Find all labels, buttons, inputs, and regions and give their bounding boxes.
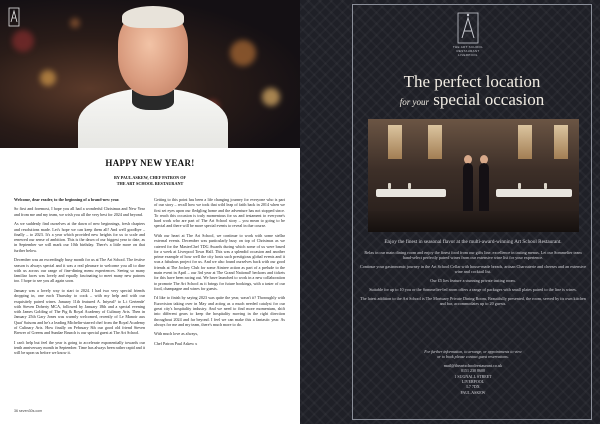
bokeh-light: [230, 40, 256, 66]
wine-glass: [388, 183, 391, 189]
article-paragraph: Chef Patron Paul Askew x: [154, 340, 198, 346]
room-window: [554, 125, 568, 159]
article-paragraph: As we suddenly find ourselves at the dawn of new beginnings, fresh chapters and resolutions made. Let's hope we can keep them all! And well goodbye – finally – to 2023. It's a year which provided new heights for us to scale and renewed our sense of ambition. This is the dawn of our biggest year to date, as in September we will mark our 10th birthday. There's a little more on that further below.: [14, 221, 145, 253]
staff-member: [463, 163, 473, 215]
art-school-logo-text: [438, 46, 498, 57]
advert-lead: Enjoy the finest in seasonal flavor at the multi-award-winning Art School Restaurant.: [384, 239, 562, 245]
advert-paragraph: Relax in our main dining room and enjoy the finest food from our gifts line, excellence in tasting menus. Let our Sommelier team hand-select perfectly paired wines from our extensive wine list for your experience.: [364, 249, 582, 260]
advert-paragraph: The latest addition to the Art School is The Mortuary Private Dining Room, Beautifully presented, the room, served by its own kitchen and bar, accommodates up to 20 guests.: [360, 295, 586, 306]
bokeh-light: [70, 18, 80, 28]
advert-paragraph: Our £5 lies feature a stunning private tasting room.: [430, 278, 516, 283]
booking-note-2: or to book please contact guest reservations.: [437, 354, 509, 360]
title-special-occasion: special occasion: [433, 90, 545, 109]
article-paragraph: So first and foremost, I hope you all had a wonderful Christmas and New Year and from me and my team, we wish you all the very best for 2024 and beyond.: [14, 206, 145, 217]
logo-line-3: LIVERPOOL: [458, 52, 478, 57]
room-window: [428, 125, 442, 159]
contact-phone: 0151 230 8600: [461, 368, 485, 374]
article-paragraph: With our heart at The Art School, we continue to work with some stellar external events. December was particularly busy on top of Christmas as we catered for the MasterChef TDG Awards during which some of us were based for a week at Liverpool Town Hall. This was a splendid occasion and another prime example of how well the city hosts such prestigious global events and it was a fabulous project for us. And we also found ourselves back with our good friends at The Jockey Club for some Aintree action as part of a prelude to the main event in April – our 3rd year at The Grand National! beckons and tickets for this have been racing out. We have launched to work in a new collaboration to promote The Art School as it brings for future bookings, with a taster of our food, champagne and wines for guests.: [154, 232, 285, 291]
chef-portrait-photo: [0, 0, 300, 148]
page-folio: 36 seven30s.com: [14, 409, 43, 413]
room-floor: [368, 211, 579, 232]
advert-title-line-2: [352, 91, 592, 111]
contact-email-link[interactable]: mail@theartschoolrestaurant.co.uk: [443, 362, 503, 368]
wine-glass: [518, 183, 521, 189]
staff-member: [479, 163, 489, 215]
advert-contact: [360, 349, 586, 395]
room-window: [388, 125, 402, 159]
dining-table: [496, 189, 572, 197]
dining-room-photo: [368, 119, 579, 232]
bokeh-light: [40, 70, 56, 86]
byline-line-2: THE ART SCHOOL RESTAURANT: [116, 181, 184, 186]
address-line-1: 1 SUGNALL STREET: [454, 373, 492, 379]
advert-title-line-1: The perfect location: [403, 72, 541, 91]
logo-line-2: RESTAURANT: [456, 48, 480, 53]
article-byline: [0, 175, 300, 187]
article-paragraph: I'd like to finish by saying 2023 was quite the year, wasn't it? Thoroughly with Eurovision taking over in May and acting as a much needed catalyst for our great city's hospitality industry. And we need to find more momentum, shift into different gears to keep the hospitality moving in the right direction throughout 2024 and far beyond. I feel we can make this a fantastic year. As always for me and my team, there's much more to do.: [154, 295, 285, 327]
advert-paragraph: Continue your gastronomic journey in the Art School Cellar with house-made breads, artisan Charcuterie and cheeses and an extensive wine and cocktail list.: [360, 263, 586, 275]
article-headline: HAPPY NEW YEAR!: [105, 158, 195, 168]
title-for-your: for your: [399, 97, 430, 107]
article-paragraph: I can't help but feel the year is going to accelerate exponentially towards our tenth anniversary month in September. Time has always been rather rapid and it will be upon us before we know it.: [14, 339, 145, 356]
advert-description: [360, 239, 586, 310]
article-paragraph: January was a lovely way to start to 2024. I had two very special friends dropping in, one each Thursday to cook – with my help and with our exquisitely paired wines. January 11th featured A. Intyeal? to L.t Gertende' with Steven Doherty MCA, followed by January 18th and a special evening with James Golding of The Pig & Royal Academy of Culinary Arts. Then in January 25th Gary Jones was warmly welcomed, recently of Le Manoir aux Quat' Saisons and he's a leading Michelin-starred chef from the Royal Academy of Culinary Arts. How finally on February 8th our good old friend Steven Brewer of Greens and Sundae Brunch is our special guest at The Art School.: [14, 287, 145, 336]
wine-glass: [544, 183, 547, 189]
article-paragraph: December was an exceedingly busy month for us at The Art School. The festive season is always special and it was a real pleasure to welcome you all to dine with us across our range of fine-dining menu experiences. Seeing so many familiar faces was lovely and equally fascinating to meet many new patrons too. I hope to see you all again soon.: [14, 257, 145, 284]
article-paragraph: Getting to this point has been a life changing journey for everyone who is part of our story – recall how we took that wild leap of faith back in 2014 when we first set eyes upon our fledgling home and the adventure has not stopped since. To reach this occasion is truly momentous for us and testament to everyone's hard work who are part of The Art School story – you mean to going to be special and there will be more special events to reveal in due course.: [154, 197, 285, 229]
address-line-3: L7 7DX: [466, 384, 480, 390]
advert-paragraph: Suitable for up to 10 you or the Sommelier-led room offers a range of packages with small plates paired to the line is wines.: [369, 286, 577, 292]
article-column-2: [154, 197, 285, 350]
chef-hair: [122, 6, 184, 28]
room-window: [518, 125, 532, 159]
bokeh-light: [12, 30, 34, 52]
logo-line-1: THE ART SCHOOL: [452, 45, 484, 49]
address-line-2: LIVERPOOL: [461, 379, 485, 385]
art-school-logo-icon: [8, 7, 20, 27]
booking-note-1: For further information, to arrange, or appointments to view: [424, 349, 522, 354]
bokeh-light: [262, 88, 280, 106]
wine-glass: [408, 183, 411, 189]
article-paragraph: Welcome, dear reader, to the beginning of a brand-new year.: [14, 197, 120, 202]
byline-line-1: BY PAUL ASKEW, CHEF PATRON OF: [113, 175, 187, 180]
article-paragraph: With much love as always,: [154, 331, 199, 337]
dining-table: [376, 189, 446, 197]
article-column-1: [14, 197, 145, 360]
social-handle: PAUL ASKEW: [460, 389, 486, 395]
